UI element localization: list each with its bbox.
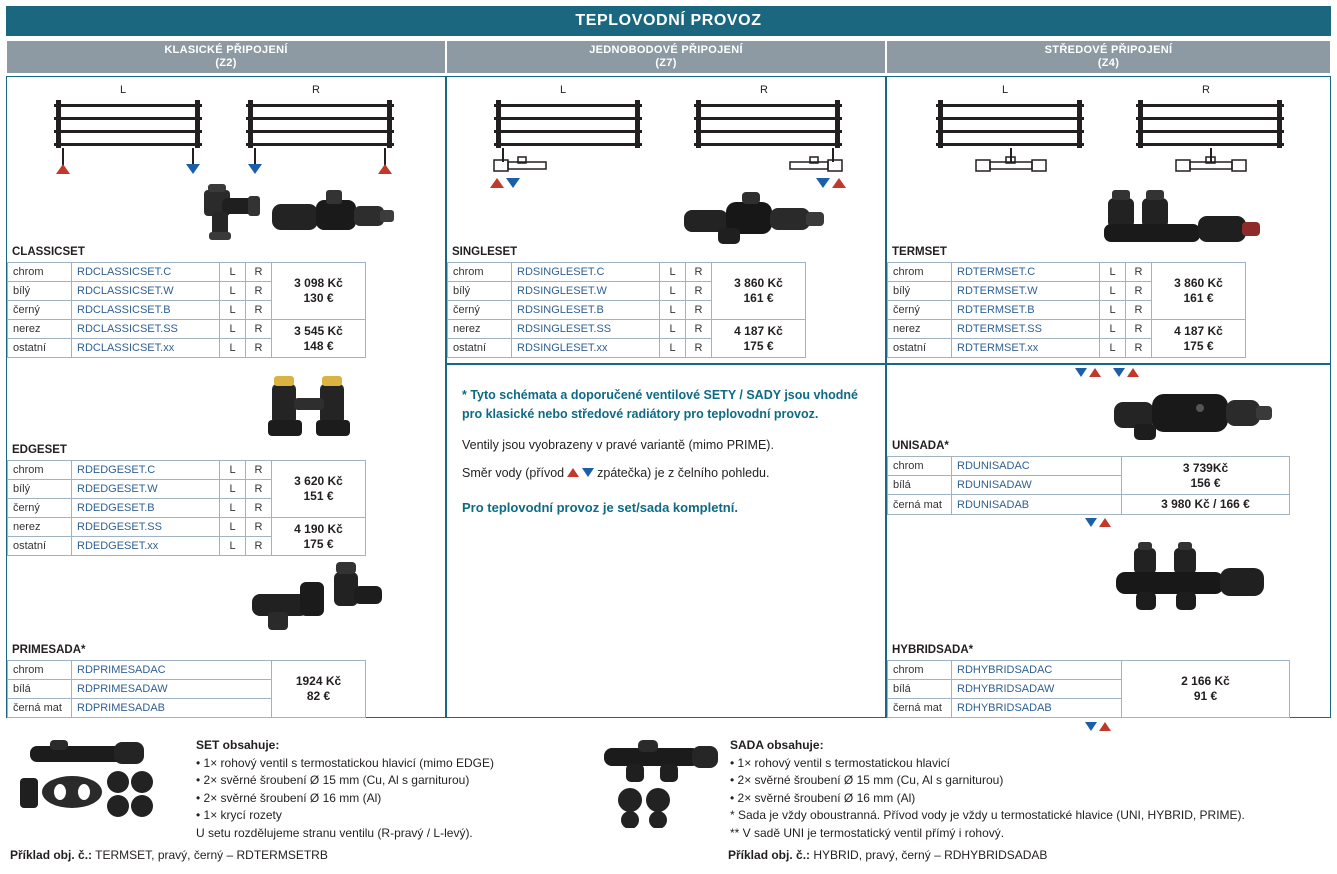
side-l: L <box>220 461 246 480</box>
price-eur: 175 € <box>1183 338 1214 353</box>
flow-arrows-hybridsada-top <box>1085 518 1111 527</box>
finish-cell: chrom <box>8 461 72 480</box>
finish-cell: nerez <box>888 320 952 339</box>
finish-cell: bílý <box>448 282 512 301</box>
side-l: L <box>660 282 686 301</box>
supply-arrow <box>832 178 846 188</box>
schematic-middle-left <box>930 86 1090 166</box>
side-r: R <box>246 518 272 537</box>
price-cell <box>712 320 806 358</box>
schematic-middle-right <box>1130 86 1290 166</box>
side-r: R <box>246 537 272 556</box>
price-czk: 3 620 Kč <box>294 474 343 488</box>
code-cell: RDTERMSET.SS <box>952 320 1100 339</box>
finish-cell: nerez <box>8 320 72 339</box>
finish-cell: chrom <box>888 457 952 476</box>
price-cell <box>1122 457 1290 495</box>
note-line-2: Ventily jsou vyobrazeny v pravé variantě (mimo PRIME). <box>462 437 774 452</box>
side-r: R <box>686 301 712 320</box>
list-item: • 2× svěrné šroubení Ø 16 mm (Al) <box>730 790 916 805</box>
finish-cell: černá mat <box>888 699 952 718</box>
note-block <box>462 386 872 529</box>
note-line-3 <box>462 466 872 480</box>
code-cell: RDEDGESET.SS <box>72 518 220 537</box>
legend-set-title: SET obsahuje: <box>196 738 280 752</box>
list-item: • 2× svěrné šroubení Ø 16 mm (Al) <box>196 790 382 805</box>
finish-cell: bílá <box>888 680 952 699</box>
code-cell: RDEDGESET.W <box>72 480 220 499</box>
list-item: • 2× svěrné šroubení Ø 15 mm (Cu, Al s garniturou) <box>196 773 470 788</box>
product-table-termset <box>887 262 1246 358</box>
supply-arrow <box>56 164 70 174</box>
side-l: L <box>220 480 246 499</box>
finish-cell: chrom <box>8 661 72 680</box>
side-r: R <box>246 301 272 320</box>
side-l: L <box>660 263 686 282</box>
price-cell <box>272 263 366 320</box>
list-item: • 1× krycí rozety <box>196 808 282 823</box>
price-eur: 130 € <box>303 291 334 305</box>
side-r: R <box>686 263 712 282</box>
code-cell: RDUNISADAW <box>952 476 1122 495</box>
column-header-classic-code: (Z2) <box>215 57 237 69</box>
price-czk: 1924 Kč <box>295 674 342 688</box>
price-cell <box>272 661 366 718</box>
code-cell: RDSINGLESET.C <box>512 263 660 282</box>
finish-cell: bílý <box>8 282 72 301</box>
code-cell: RDSINGLESET.B <box>512 301 660 320</box>
code-cell: RDCLASSICSET.SS <box>72 320 220 339</box>
table-row <box>8 320 366 339</box>
finish-cell: ostatní <box>448 339 512 358</box>
product-title-edgeset: EDGESET <box>12 444 67 456</box>
price-cell <box>1122 495 1290 515</box>
side-r: R <box>1126 263 1152 282</box>
code-cell: RDPRIMESADAW <box>72 680 272 699</box>
supply-arrow-icon <box>1089 368 1101 377</box>
side-l: L <box>220 339 246 358</box>
side-l: L <box>220 263 246 282</box>
price-czk: 3 860 Kč <box>734 276 783 290</box>
code-cell: RDSINGLESET.W <box>512 282 660 301</box>
example-sada-label: Příklad obj. č.: <box>728 848 811 862</box>
valve-photo-singleset <box>680 188 840 250</box>
radiator-body <box>488 100 648 148</box>
side-l: L <box>660 301 686 320</box>
table-row <box>448 320 806 339</box>
code-cell: RDEDGESET.C <box>72 461 220 480</box>
side-l: L <box>660 339 686 358</box>
example-sada <box>728 848 1047 862</box>
column-header-single-title: JEDNOBODOVÉ PŘIPOJENÍ <box>589 44 743 57</box>
schematic-label-r: R <box>1202 84 1210 96</box>
product-table-primesada <box>7 660 366 718</box>
finish-cell: chrom <box>888 263 952 282</box>
column-header-middle-code: (Z4) <box>1097 57 1120 69</box>
side-l: L <box>1100 263 1126 282</box>
schematic-label-l: L <box>1002 84 1009 96</box>
product-title-classicset: CLASSICSET <box>12 246 85 258</box>
flow-arrows-hybridsada-bottom <box>1085 722 1111 731</box>
price-eur: 151 € <box>303 489 334 503</box>
return-arrow-icon <box>1075 368 1087 377</box>
return-arrow-icon <box>1113 368 1125 377</box>
side-l: L <box>220 537 246 556</box>
table-row <box>448 263 806 282</box>
finish-cell: chrom <box>448 263 512 282</box>
table-row <box>888 661 1290 680</box>
price-eur: 156 € <box>1190 475 1221 490</box>
finish-cell: ostatní <box>888 339 952 358</box>
supply-arrow-icon <box>1127 368 1139 377</box>
return-arrow <box>506 178 520 188</box>
list-item: • 2× svěrné šroubení Ø 15 mm (Cu, Al s garniturou) <box>730 773 1004 788</box>
list-item: • 1× rohový ventil s termostatickou hlavicí (mimo EDGE) <box>196 756 494 770</box>
product-table-classicset <box>7 262 366 358</box>
price-czk: 3 545 Kč <box>294 323 343 338</box>
return-arrow-icon <box>1085 518 1097 527</box>
finish-cell: černý <box>8 499 72 518</box>
side-r: R <box>1126 320 1152 339</box>
side-r: R <box>1126 339 1152 358</box>
code-cell: RDTERMSET.B <box>952 301 1100 320</box>
code-cell: RDTERMSET.C <box>952 263 1100 282</box>
finish-cell: černá mat <box>888 495 952 515</box>
column-header-single <box>446 40 886 74</box>
side-l: L <box>220 499 246 518</box>
price-eur: 175 € <box>303 536 334 551</box>
code-cell: RDCLASSICSET.xx <box>72 339 220 358</box>
side-r: R <box>246 320 272 339</box>
price-czk: 4 190 Kč <box>294 521 343 536</box>
valve-photo-edge <box>262 370 402 450</box>
code-cell: RDSINGLESET.SS <box>512 320 660 339</box>
schematic-classic-right <box>240 86 400 166</box>
finish-cell: chrom <box>888 661 952 680</box>
product-title-primesada: PRIMESADA* <box>12 644 86 656</box>
single-connector-icon <box>784 156 844 174</box>
finish-cell: bílá <box>888 476 952 495</box>
column-header-middle <box>886 40 1331 74</box>
column-header-middle-title: STŘEDOVÉ PŘIPOJENÍ <box>1044 44 1173 57</box>
price-eur: 82 € <box>306 689 331 703</box>
price-cell <box>1152 263 1246 320</box>
list-item: * Sada je vždy oboustranná. Přívod vody je vždy u termostatické hlavice (UNI, HYBRID, PRIME). <box>730 808 1245 823</box>
list-item: • 1× rohový ventil s termostatickou hlavicí <box>730 756 950 770</box>
schematic-label-r: R <box>760 84 768 96</box>
sada-contents-photo <box>592 738 724 828</box>
table-row <box>8 263 366 282</box>
code-cell: RDHYBRIDSADAW <box>952 680 1122 699</box>
code-cell: RDUNISADAB <box>952 495 1122 515</box>
product-title-singleset: SINGLESET <box>452 246 518 258</box>
finish-cell: chrom <box>8 263 72 282</box>
note-line-3-pre: Směr vody (přívod <box>462 465 565 480</box>
price-czk: 4 187 Kč <box>1174 323 1223 338</box>
side-r: R <box>246 461 272 480</box>
supply-arrow-icon <box>1099 722 1111 731</box>
legend-sada <box>730 738 1330 842</box>
side-l: L <box>220 301 246 320</box>
valve-photo-classic-straight <box>268 186 398 248</box>
valve-photo-unisada <box>1108 380 1278 448</box>
side-r: R <box>246 499 272 518</box>
table-row <box>8 518 366 537</box>
radiator-body <box>1130 100 1290 148</box>
side-l: L <box>1100 282 1126 301</box>
finish-cell: černý <box>448 301 512 320</box>
schematic-single-right <box>688 86 848 166</box>
table-row <box>888 263 1246 282</box>
product-title-termset: TERMSET <box>892 246 947 258</box>
example-set-text: TERMSET, pravý, černý – RDTERMSETRB <box>92 848 328 862</box>
code-cell: RDCLASSICSET.W <box>72 282 220 301</box>
schematic-label-r: R <box>312 84 320 96</box>
price-eur: 161 € <box>743 291 774 305</box>
product-table-singleset <box>447 262 806 358</box>
finish-cell: ostatní <box>8 339 72 358</box>
product-title-unisada: UNISADA* <box>892 440 949 452</box>
valve-photo-hybridsada <box>1108 540 1278 636</box>
product-table-unisada <box>887 456 1290 515</box>
schematic-single-left <box>488 86 648 166</box>
supply-arrow-icon <box>567 468 579 477</box>
finish-cell: černý <box>888 301 952 320</box>
flow-arrows-unisada <box>1075 368 1139 377</box>
side-l: L <box>1100 339 1126 358</box>
price-czk: 3 739Kč <box>1182 460 1229 475</box>
code-cell: RDHYBRIDSADAC <box>952 661 1122 680</box>
note-line-3-post: zpátečka) je z čelního pohledu. <box>597 465 770 480</box>
product-title-hybridsada: HYBRIDSADA* <box>892 644 974 656</box>
side-l: L <box>220 282 246 301</box>
supply-arrow-icon <box>1099 518 1111 527</box>
product-table-hybridsada <box>887 660 1290 718</box>
valve-photo-prime <box>238 556 398 642</box>
note-line-4: Pro teplovodní provoz je set/sada kompletní. <box>462 499 738 515</box>
table-row <box>888 495 1290 515</box>
price-eur: 91 € <box>1193 689 1218 703</box>
legend-sada-list <box>730 755 1330 842</box>
price-cell <box>1152 320 1246 358</box>
side-l: L <box>1100 301 1126 320</box>
middle-connector-icon <box>974 156 1048 174</box>
code-cell: RDEDGESET.xx <box>72 537 220 556</box>
code-cell: RDUNISADAC <box>952 457 1122 476</box>
code-cell: RDCLASSICSET.B <box>72 301 220 320</box>
example-sada-text: HYBRID, pravý, černý – RDHYBRIDSADAB <box>810 848 1048 862</box>
price-cell <box>272 461 366 518</box>
code-cell: RDCLASSICSET.C <box>72 263 220 282</box>
return-arrow-icon <box>582 468 594 477</box>
code-cell: RDPRIMESADAB <box>72 699 272 718</box>
return-arrow-icon <box>1085 722 1097 731</box>
radiator-body <box>930 100 1090 148</box>
price-cell <box>1122 661 1290 718</box>
price-eur: 148 € <box>303 338 334 353</box>
middle-connector-icon <box>1174 156 1248 174</box>
side-r: R <box>246 480 272 499</box>
finish-cell: ostatní <box>8 537 72 556</box>
side-r: R <box>686 339 712 358</box>
schematic-label-l: L <box>560 84 567 96</box>
finish-cell: černý <box>8 301 72 320</box>
schematic-classic-left <box>48 86 208 166</box>
table-row <box>888 457 1290 476</box>
return-arrow <box>816 178 830 188</box>
radiator-body <box>688 100 848 148</box>
example-set-label: Příklad obj. č.: <box>10 848 93 862</box>
supply-arrow <box>378 164 392 174</box>
column-header-classic-title: KLASICKÉ PŘIPOJENÍ <box>164 44 288 57</box>
code-cell: RDHYBRIDSADAB <box>952 699 1122 718</box>
side-r: R <box>686 320 712 339</box>
finish-cell: bílý <box>888 282 952 301</box>
side-r: R <box>246 282 272 301</box>
code-cell: RDTERMSET.W <box>952 282 1100 301</box>
side-r: R <box>1126 282 1152 301</box>
price-czk: 2 166 Kč <box>1181 674 1230 688</box>
side-r: R <box>1126 301 1152 320</box>
side-l: L <box>660 320 686 339</box>
finish-cell: černá mat <box>8 699 72 718</box>
table-row <box>888 320 1246 339</box>
price-cell <box>712 263 806 320</box>
list-item: ** V sadě UNI je termostatický ventil přímý i rohový. <box>730 825 1005 840</box>
code-cell: RDEDGESET.B <box>72 499 220 518</box>
side-r: R <box>246 263 272 282</box>
radiator-body <box>240 100 400 148</box>
legend-sada-title: SADA obsahuje: <box>730 738 824 752</box>
finish-cell: nerez <box>448 320 512 339</box>
supply-arrow <box>490 178 504 188</box>
radiator-body <box>48 100 208 148</box>
price-czk: 3 098 Kč <box>294 276 343 290</box>
product-table-edgeset <box>7 460 366 556</box>
schematic-label-l: L <box>120 84 127 96</box>
list-item: U setu rozdělujeme stranu ventilu (R-pravý / L-levý). <box>196 825 473 840</box>
single-connector-icon <box>492 156 552 174</box>
code-cell: RDPRIMESADAC <box>72 661 272 680</box>
return-arrow <box>248 164 262 174</box>
side-l: L <box>220 518 246 537</box>
code-cell: RDTERMSET.xx <box>952 339 1100 358</box>
price-cell <box>272 320 366 358</box>
finish-cell: bílý <box>8 480 72 499</box>
side-l: L <box>1100 320 1126 339</box>
code-cell: RDSINGLESET.xx <box>512 339 660 358</box>
column-header-single-code: (Z7) <box>655 57 677 69</box>
price-cell <box>272 518 366 556</box>
price-czk: 4 187 Kč <box>734 323 783 338</box>
price-eur: 175 € <box>743 338 774 353</box>
price-czk: 3 980 Kč / 166 € <box>1161 497 1250 511</box>
side-l: L <box>220 320 246 339</box>
example-set <box>10 848 328 862</box>
note-line-1: * Tyto schémata a doporučené ventilové SETY / SADY jsou vhodné pro klasické nebo středové radiátory pro teplovodní provoz. <box>462 388 858 421</box>
return-arrow <box>186 164 200 174</box>
set-contents-photo <box>14 738 174 828</box>
finish-cell: bílá <box>8 680 72 699</box>
price-czk: 3 860 Kč <box>1174 276 1223 290</box>
side-r: R <box>686 282 712 301</box>
column-header-classic <box>6 40 446 74</box>
price-eur: 161 € <box>1183 291 1214 305</box>
table-row <box>8 661 366 680</box>
finish-cell: nerez <box>8 518 72 537</box>
valve-photo-termset <box>1098 186 1268 250</box>
page-title: TEPLOVODNÍ PROVOZ <box>6 6 1331 36</box>
side-r: R <box>246 339 272 358</box>
table-row <box>8 461 366 480</box>
